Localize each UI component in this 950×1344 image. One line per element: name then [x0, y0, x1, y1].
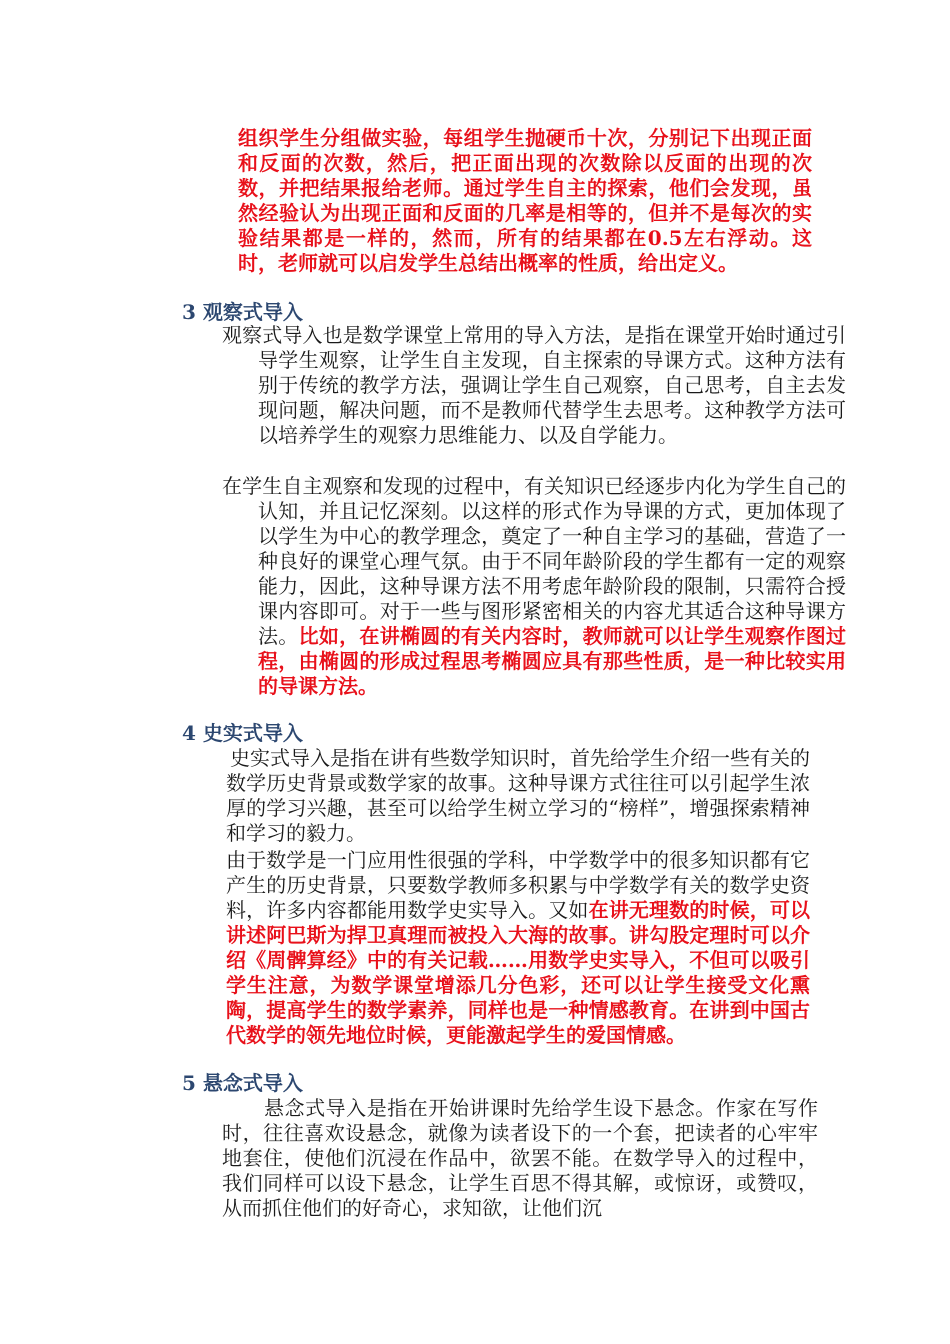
- history-paragraph-1: 史实式导入是指在讲有些数学知识时，首先给学生介绍一些有关的数学历史背景或数学家的故事。这种导课方式往往可以引起学生浓厚的学习兴趣，甚至可以给学生树立学习的“榜样”，增强探索精神和学习的毅力。: [226, 746, 810, 845]
- history-examples: 在讲无理数的时候，可以讲述阿巴斯为捍卫真理而被投入大海的故事。讲勾股定理时可以介绍《周髀算经》中的有关记载……用数学史实导入，不但可以吸引学生注意，为数学课堂增添几分色彩，还可以让学生接受文化熏陶，提高学生的数学素养，同样也是一种情感教育。在讲到中国古代数学的领先地位时候，更能激起学生的爱国情感。: [226, 898, 811, 1047]
- history-paragraph-2: [226, 848, 810, 1048]
- experiment-paragraph: 组织学生分组做实验，每组学生抛硬币十次，分别记下出现正面和反面的次数，然后，把正面出现的次数除以反面的出现的次数，并把结果报给老师。通过学生自主的探索，他们会发现，虽然经验认为出现正面和反面的几率是相等的，但并不是每次的实验结果都是一样的，然而，所有的结果都在0.5左右浮动。这时，老师就可以启发学生总结出概率的性质，给出定义。: [238, 126, 812, 275]
- observation-paragraph-2-text: 在学生自主观察和发现的过程中，有关知识已经逐步内化为学生自己的认知，并且记忆深刻。以这样的形式作为导课的方式，更加体现了以学生为中心的教学理念，奠定了一种自主学习的基础，营造了一种良好的课堂心理气氛。由于不同年龄阶段的学生都有一定的观察能力，因此，这种导课方法不用考虑年龄阶段的限制，只需符合授课内容即可。对于一些与图形紧密相关的内容尤其适合这种导课方法。: [222, 474, 846, 648]
- suspense-paragraph-1: 悬念式导入是指在开始讲课时先给学生设下悬念。作家在写作时，往往喜欢设悬念，就像为读者设下的一个套，把读者的心牢牢地套住，使他们沉浸在作品中，欲罢不能。在数学导入的过程中，我们同样可以设下悬念，让学生百思不得其解，或惊讶，或赞叹，从而抓住他们的好奇心，求知欲，让他们沉: [222, 1096, 818, 1220]
- heading-observation-intro: 3 观察式导入: [182, 300, 303, 324]
- observation-paragraph-2: [222, 474, 846, 699]
- heading-history-intro: 4 史实式导入: [182, 721, 303, 745]
- heading-suspense-intro: 5 悬念式导入: [182, 1071, 303, 1095]
- history-paragraph-2-text: 由于数学是一门应用性很强的学科，中学数学中的很多知识都有它产生的历史背景，只要数学教师多积累与中学数学有关的数学史资料，许多内容都能用数学史实导入。又如: [226, 848, 810, 922]
- observation-paragraph-1: 观察式导入也是数学课堂上常用的导入方法，是指在课堂开始时通过引导学生观察，让学生自主发现，自主探索的导课方式。这种方法有别于传统的教学方法，强调让学生自己观察，自己思考，自主去发现问题，解决问题，而不是教师代替学生去思考。这种教学方法可以培养学生的观察力思维能力、以及自学能力。: [222, 323, 846, 447]
- ellipse-example: 比如，在讲椭圆的有关内容时，教师就可以让学生观察作图过程，由椭圆的形成过程思考椭圆应具有那些性质，是一种比较实用的导课方法。: [258, 624, 847, 698]
